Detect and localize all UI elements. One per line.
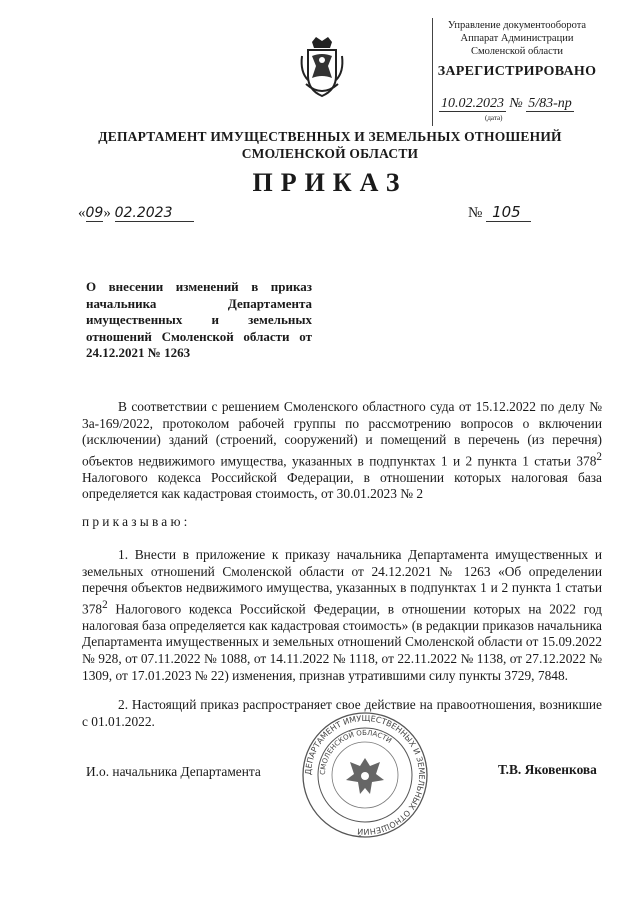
date-close-quote: » (103, 205, 111, 221)
coat-of-arms-icon (298, 36, 346, 100)
department-name-line-1: ДЕПАРТАМЕНТ ИМУЩЕСТВЕННЫХ И ЗЕМЕЛЬНЫХ ОТНОШЕНИЙ (98, 129, 562, 144)
stamp-number-prefix: № (509, 96, 523, 111)
document-type-title: ПРИКАЗ (252, 168, 408, 197)
signer-position: И.о. начальника Департамента (86, 764, 261, 779)
order-date (78, 205, 194, 222)
clause-1-superscript: 2 (102, 598, 108, 611)
stamp-number: 5/83-пр (528, 96, 572, 111)
order-number-label: № (468, 205, 483, 221)
order-number-value: 105 (486, 203, 531, 222)
double-headed-eagle-icon (346, 758, 384, 794)
official-seal (300, 710, 430, 840)
stamp-date-caption: (дата) (485, 114, 503, 122)
clause-1-text-a: 1. Внести в приложение к приказу начальника Департамента имущественных и земельных отношений Смоленской области от 24.12.2021 № 1263 «Об определении перечня объектов недвижимого имущества, указанных в подпунктах 1 и 2 пункта 1 статьи 378 (82, 547, 602, 617)
date-open-quote: « (78, 205, 86, 221)
signer-name: Т.В. Яковенкова (498, 762, 597, 777)
registration-stamp (432, 18, 601, 126)
clause-1-text-b: Налогового кодекса Российской Федерации, в отношении которых на 2022 год налоговая база определяется как кадастровая стоимость» (в редакции приказов начальника Департамента имущественных и земельных отношений Смоленской области от 15.09.2022 № 928, от 07.11.2022 № 1088, от 14.11.2022 № 1118, от 22.11.2022 № 1138, от 27.12.2022 № 1309, от 17.01.2023 № 22) изменения, признав утратившими силу пункты 3729, 7848. (82, 601, 602, 683)
order-month-year: 02.2023 (115, 205, 195, 222)
preamble-superscript: 2 (596, 450, 602, 463)
order-subject: О внесении изменений в приказ начальника Департамента имущественных и земельных отношений Смоленской области от 24.12.2021 № 1263 (86, 279, 312, 360)
clause-2-text: 2. Настоящий приказ распространяет свое действие на правоотношения, возникшие с 01.01.2022. (82, 697, 602, 729)
stamp-date-row (439, 96, 599, 112)
stamp-date: 10.02.2023 (441, 96, 504, 111)
stamp-line-2: Аппарат Администрации (460, 33, 574, 44)
stamp-status: ЗАРЕГИСТРИРОВАНО (437, 64, 597, 79)
department-name-line-2: СМОЛЕНСКОЙ ОБЛАСТИ (241, 146, 419, 161)
preamble-text-b: Налогового кодекса Российской Федерации, в отношении которых налоговая база определяется как кадастровая стоимость, от 30.01.2023 № 2 (82, 469, 602, 502)
order-day: 09 (85, 205, 104, 221)
stamp-line-3: Смоленской области (470, 46, 564, 57)
preamble-text-a: В соответствии с решением Смоленского областного суда от 15.12.2022 по делу № 3а-169/2022, протоколом рабочей группы по рассмотрению вопросов о включении (исключении) зданий (строений, сооружений) и помещений в перечень (из перечня) объектов недвижимого имущества, указанных в подпунктах 1 и 2 пункта 1 статьи 378 (82, 399, 602, 469)
order-number (468, 203, 531, 222)
seal-inner-text: СМОЛЕНСКОЙ ОБЛАСТИ (318, 728, 393, 776)
order-directive-word: приказываю: (82, 514, 191, 529)
clause-1-paragraph (82, 547, 602, 684)
stamp-line-1: Управление документооборота (447, 20, 587, 31)
seal-outer-text: ДЕПАРТАМЕНТ ИМУЩЕСТВЕННЫХ И ЗЕМЕЛЬНЫХ ОТНОШЕНИЙ (303, 713, 427, 837)
preamble-paragraph (82, 399, 602, 503)
department-header (60, 128, 600, 162)
